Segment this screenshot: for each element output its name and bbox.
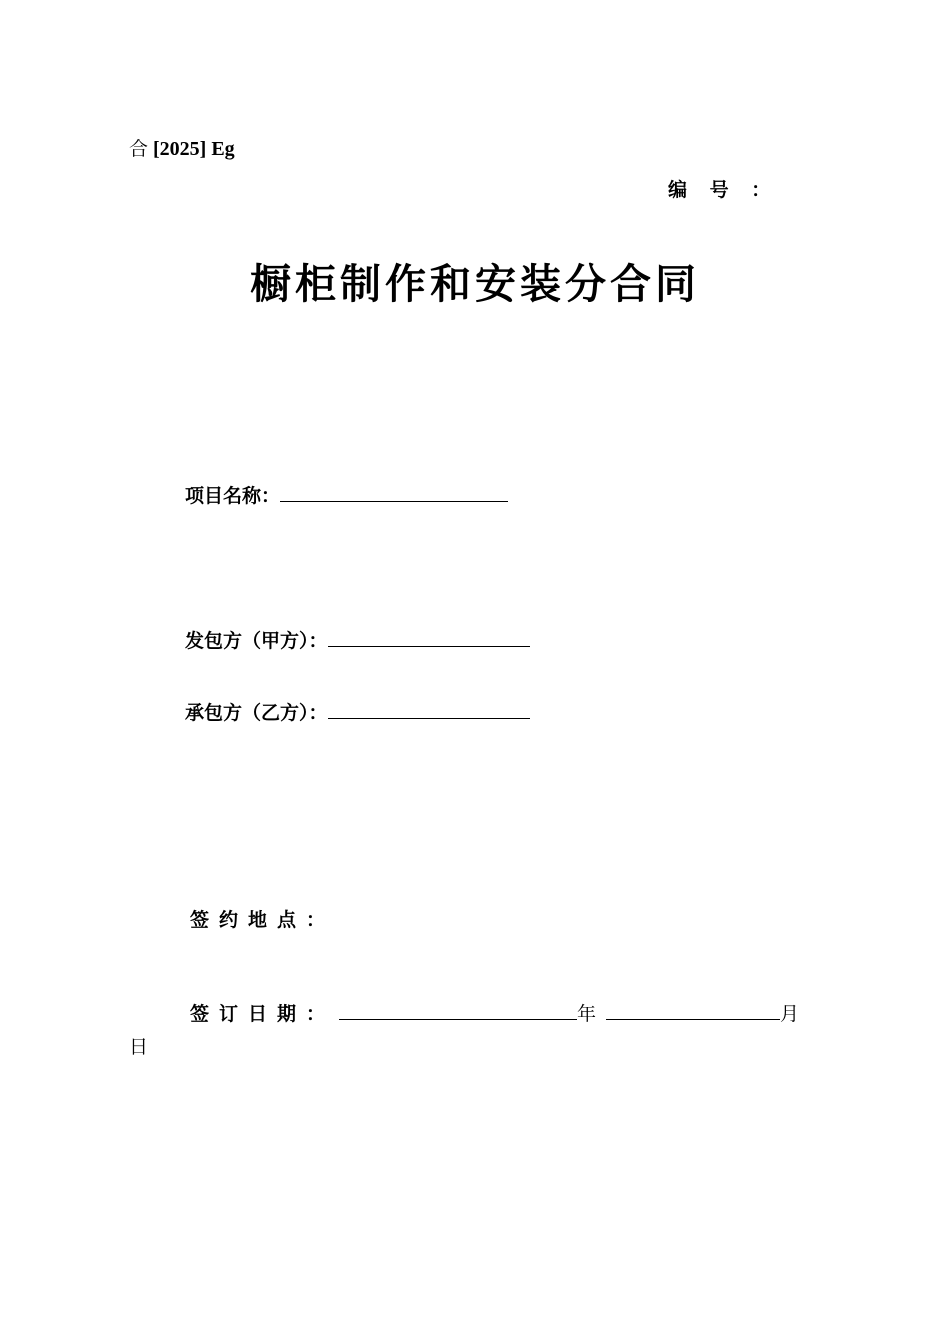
party-b-field	[185, 698, 530, 726]
reference-prefix: 合	[129, 138, 149, 160]
signing-date-field	[190, 999, 799, 1027]
day-char: 日	[129, 1036, 149, 1058]
signing-month-blank[interactable]	[606, 999, 780, 1020]
signing-place-label: 签约地点：	[190, 909, 336, 931]
party-a-blank[interactable]	[328, 626, 530, 647]
reference-code-value: [2025] Eg	[148, 138, 235, 160]
signing-place-field	[190, 907, 335, 933]
party-a-label: 发包方（甲方）：	[185, 630, 328, 652]
signing-date-label: 签订日期：	[190, 1003, 336, 1025]
signing-year-blank[interactable]	[339, 999, 577, 1020]
page-title: 橱柜制作和安装分合同	[250, 260, 700, 308]
project-name-field	[185, 481, 508, 509]
reference-code	[129, 137, 235, 161]
party-b-label: 承包方（乙方）：	[185, 702, 328, 724]
project-name-blank[interactable]	[280, 481, 508, 502]
party-a-field	[185, 626, 530, 654]
month-char: 月	[780, 1003, 800, 1025]
year-char: 年	[577, 1003, 597, 1025]
project-name-label: 项目名称：	[185, 485, 281, 507]
party-b-blank[interactable]	[328, 698, 530, 719]
contract-number-label: 编 号 ：	[668, 179, 779, 201]
